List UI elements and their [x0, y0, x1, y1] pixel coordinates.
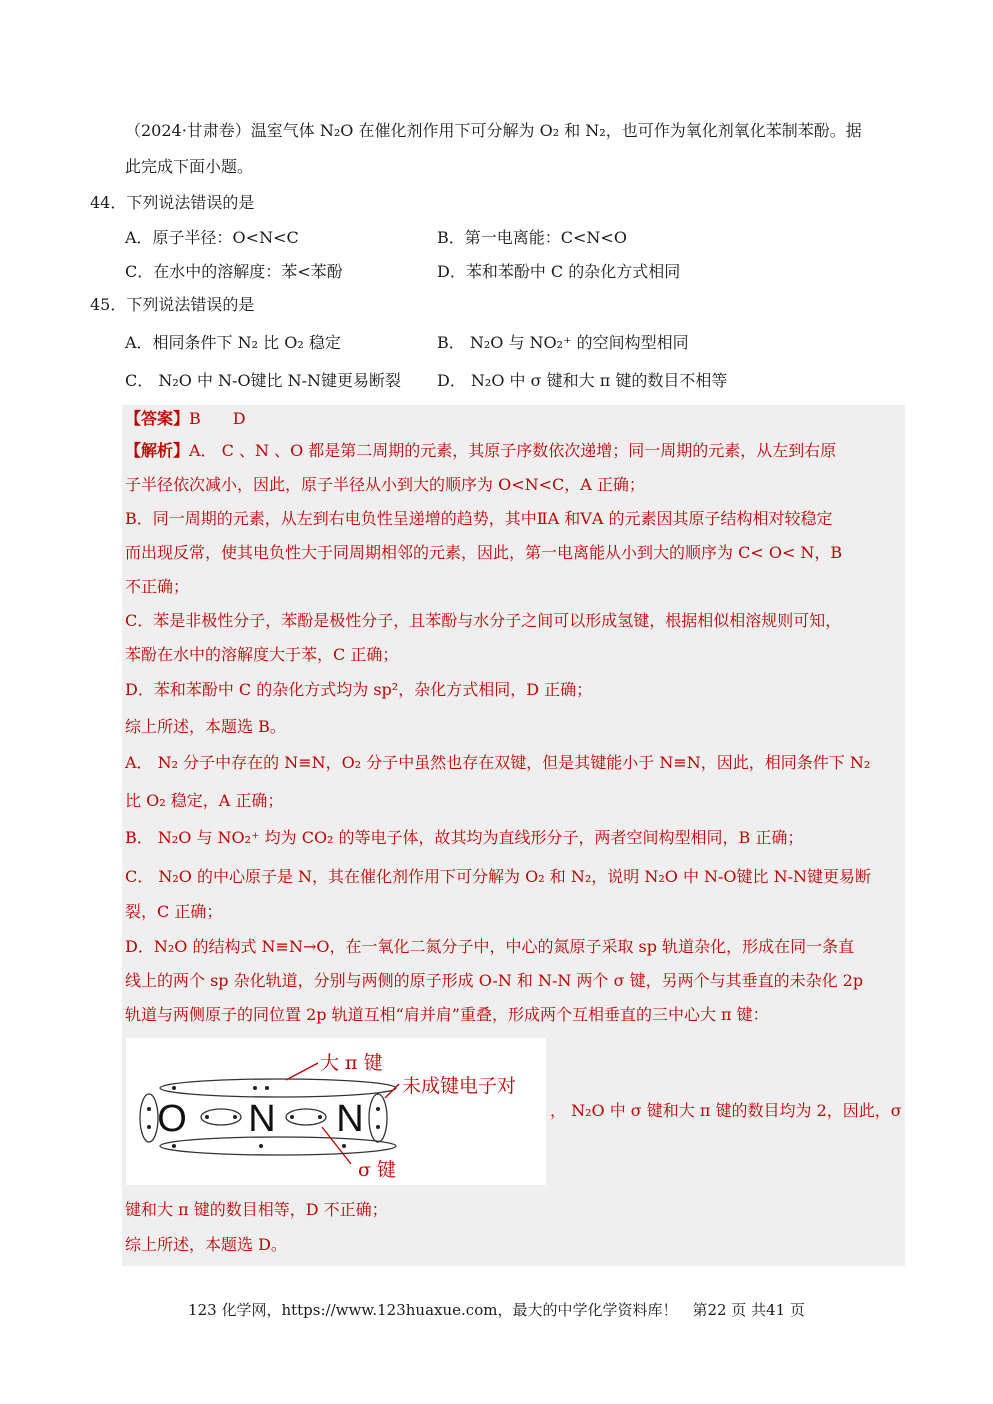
q44-option-a: A．原子半径：O<N<C	[125, 228, 299, 247]
electron-dot	[147, 1125, 151, 1129]
electron-dot	[342, 1144, 346, 1148]
answer-value: B D	[189, 409, 246, 428]
analysis-line-4: 而出现反常，使其电负性大于同周期相邻的元素，因此，第一电离能从小到大的顺序为 C< O< N，B	[125, 543, 843, 562]
q44-option-b: B．第一电离能：C<N<O	[437, 228, 627, 247]
lone-pair-orbital-left	[140, 1094, 158, 1142]
electron-dot	[147, 1107, 151, 1111]
label-big-pi: 大 π 键	[320, 1052, 383, 1074]
analysis-line-17: 轨道与两侧原子的同位置 2p 轨道互相“肩并肩”重叠，形成两个互相垂直的三中心大 π 键：	[125, 1005, 769, 1024]
page-footer: 123 化学网，https://www.123huaxue.com，最大的中学化学资料库！ 第22 页 共41 页	[188, 1301, 805, 1319]
analysis-line-11: 比 O₂ 稳定，A 正确；	[125, 791, 284, 810]
label-sigma: σ 键	[358, 1159, 397, 1181]
analysis-tag: 【解析】	[125, 441, 190, 460]
analysis-line-9: 综上所述，本题选 B。	[125, 717, 286, 736]
q45-option-c: C． N₂O 中 N-O键比 N-N键更易断裂	[125, 371, 402, 390]
q45-option-a: A．相同条件下 N₂ 比 O₂ 稳定	[125, 333, 341, 352]
electron-dot	[259, 1144, 263, 1148]
electron-dot	[253, 1086, 257, 1090]
q44-option-d: D．苯和苯酚中 C 的杂化方式相同	[437, 262, 681, 281]
intro-line-2: 此完成下面小题。	[125, 157, 254, 176]
analysis-line-16: 线上的两个 sp 杂化轨道，分别与两侧的原子形成 O-N 和 N-N 两个 σ 键，另两个与其垂直的未杂化 2p	[125, 971, 864, 990]
lone-pair-orbital-right	[369, 1094, 387, 1142]
atom-n-center: N	[248, 1098, 276, 1140]
big-pi-pointer	[286, 1063, 318, 1080]
intro-line-1: （2024·甘肃卷）温室气体 N₂O 在催化剂作用下可分解为 O₂ 和 N₂，也可作为氧化剂氧化苯制苯酚。据	[125, 121, 862, 140]
analysis-line-10: A． N₂ 分子中存在的 N≡N，O₂ 分子中虽然也存在双键，但是其键能小于 N≡N，因此，相同条件下 N₂	[125, 753, 871, 772]
electron-dot	[172, 1086, 176, 1090]
atom-o: O	[157, 1098, 187, 1140]
orbital-diagram	[126, 1038, 546, 1185]
q45-option-d: D． N₂O 中 σ 键和大 π 键的数目不相等	[437, 371, 728, 390]
q44-option-c: C．在水中的溶解度：苯<苯酚	[125, 262, 343, 281]
electron-dot	[265, 1086, 269, 1090]
electron-dot	[290, 1115, 294, 1119]
q44-stem: 44．下列说法错误的是	[90, 193, 255, 212]
analysis-line-7: 苯酚在水中的溶解度大于苯，C 正确；	[125, 645, 399, 664]
analysis-line-18: ， N₂O 中 σ 键和大 π 键的数目均为 2，因此，σ	[550, 1101, 902, 1120]
analysis-line-2: 子半径依次减小，因此，原子半径从小到大的顺序为 O<N<C，A 正确；	[125, 475, 645, 494]
big-pi-orbital-top	[160, 1079, 396, 1097]
analysis-line-1	[125, 440, 836, 462]
analysis-line-13: C． N₂O 的中心原子是 N，其在催化剂作用下可分解为 O₂ 和 N₂，说明 N₂O 中 N-O键比 N-N键更易断	[125, 867, 872, 886]
label-lone-pair: 未成键电子对	[402, 1075, 517, 1097]
analysis-line-8: D．苯和苯酚中 C 的杂化方式均为 sp²，杂化方式相同，D 正确；	[125, 680, 593, 699]
electron-dot	[376, 1125, 380, 1129]
orbital-diagram-svg	[126, 1038, 546, 1185]
analysis-line-6: C．苯是非极性分子，苯酚是极性分子，且苯酚与水分子之间可以形成氢键，根据相似相溶规则可知，	[125, 611, 842, 630]
answer-line	[125, 408, 246, 430]
analysis-line-12: B． N₂O 与 NO₂⁺ 均为 CO₂ 的等电子体，故其均为直线形分子，两者空间构型相同，B 正确；	[125, 828, 804, 847]
electron-dot	[376, 1107, 380, 1111]
analysis-line-14: 裂，C 正确；	[125, 902, 223, 921]
answer-tag: 【答案】	[125, 409, 190, 428]
analysis-text: A． C 、N 、O 都是第二周期的元素，其原子序数依次递增；同一周期的元素，从左到右原	[189, 441, 837, 460]
q45-option-b: B． N₂O 与 NO₂⁺ 的空间构型相同	[437, 333, 689, 352]
atom-n-end: N	[336, 1098, 364, 1140]
analysis-line-19: 键和大 π 键的数目相等，D 不正确；	[125, 1200, 388, 1219]
electron-dot	[172, 1144, 176, 1148]
electron-dot	[318, 1115, 322, 1119]
electron-dot	[205, 1115, 209, 1119]
analysis-line-15: D．N₂O 的结构式 N≡N→O，在一氧化二氮分子中，中心的氮原子采取 sp 轨道杂化，形成在同一条直	[125, 937, 855, 956]
analysis-line-5: 不正确；	[125, 577, 190, 596]
q45-stem: 45．下列说法错误的是	[90, 295, 255, 314]
analysis-line-20: 综上所述，本题选 D。	[125, 1235, 287, 1254]
electron-dot	[233, 1115, 237, 1119]
analysis-line-3: B．同一周期的元素，从左到右电负性呈递增的趋势，其中ⅡA 和ⅤA 的元素因其原子结构相对较稳定	[125, 509, 833, 528]
